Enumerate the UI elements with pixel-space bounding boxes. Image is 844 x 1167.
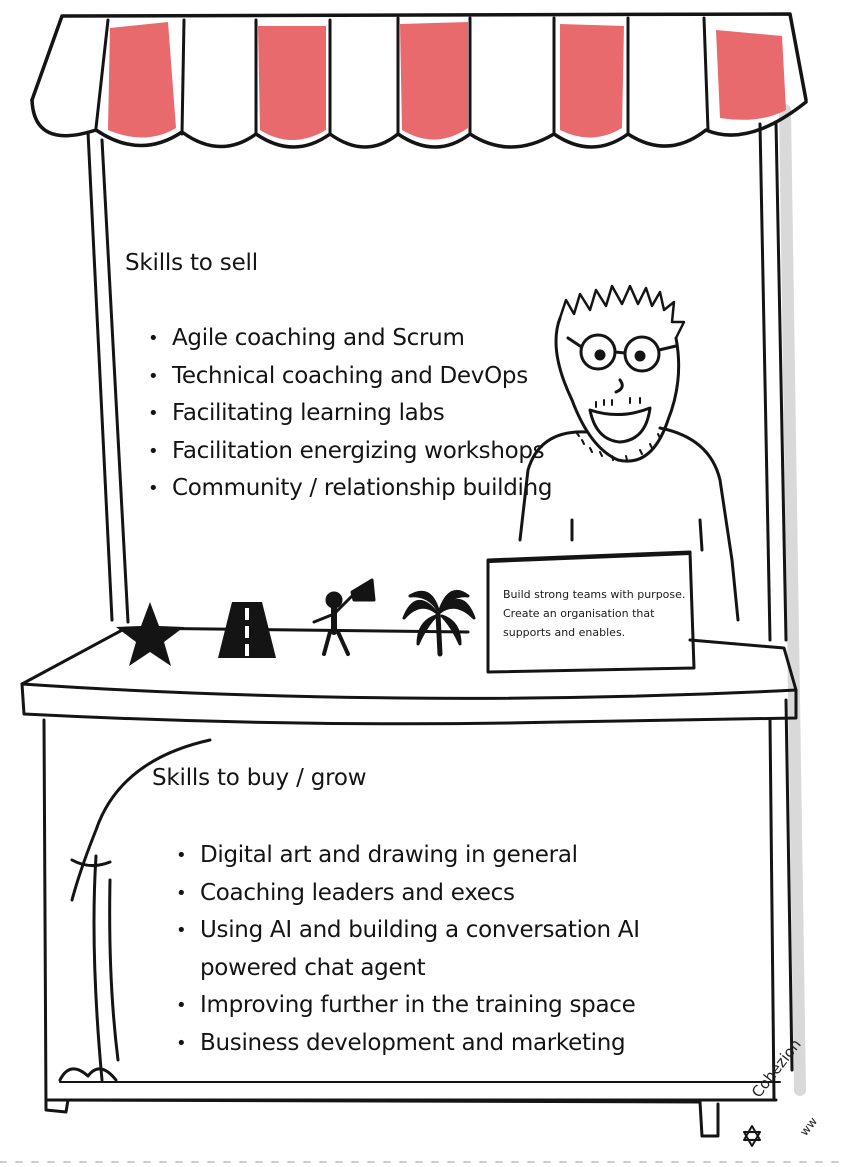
list-item: • Agile coaching and Scrum: [148, 320, 552, 358]
sign-line-3: supports and enables.: [503, 626, 626, 639]
sign-text: [503, 585, 688, 642]
palm-tree-icon: [404, 591, 474, 654]
brand-sub: ww: [797, 1114, 821, 1139]
list-item: • Coaching leaders and execs: [176, 875, 640, 913]
brand-star-icon: [744, 1126, 760, 1146]
list-item: • Technical coaching and DevOps: [148, 358, 552, 396]
list-item-continuation: powered chat agent: [200, 954, 426, 981]
list-item: • Digital art and drawing in general: [176, 837, 640, 875]
list-item: • Facilitation energizing workshops: [148, 433, 552, 471]
list-item: [176, 912, 640, 987]
awning: [32, 14, 806, 147]
list-item: • Improving further in the training space: [176, 987, 640, 1025]
list-item-line: Using AI and building a conversation AI: [200, 917, 640, 943]
list-item: • Facilitating learning labs: [148, 395, 552, 433]
buy-list: [176, 837, 640, 1062]
sell-list: [148, 320, 552, 508]
left-pole: [88, 132, 112, 620]
sign-line-1: Build strong teams with purpose.: [503, 588, 686, 601]
megaphone-person-icon: [314, 580, 374, 654]
list-item: • Business development and marketing: [176, 1025, 640, 1063]
right-pole-shadow: [785, 110, 800, 1090]
sign-line-2: Create an organisation that: [503, 607, 655, 620]
awning-red-stripes: [108, 22, 786, 140]
buy-heading: Skills to buy / grow: [152, 765, 367, 791]
brand-name: Cohezion: [748, 1035, 805, 1102]
right-pole: [760, 124, 770, 640]
list-item: • Community / relationship building: [148, 470, 552, 508]
sell-heading: Skills to sell: [125, 250, 258, 276]
